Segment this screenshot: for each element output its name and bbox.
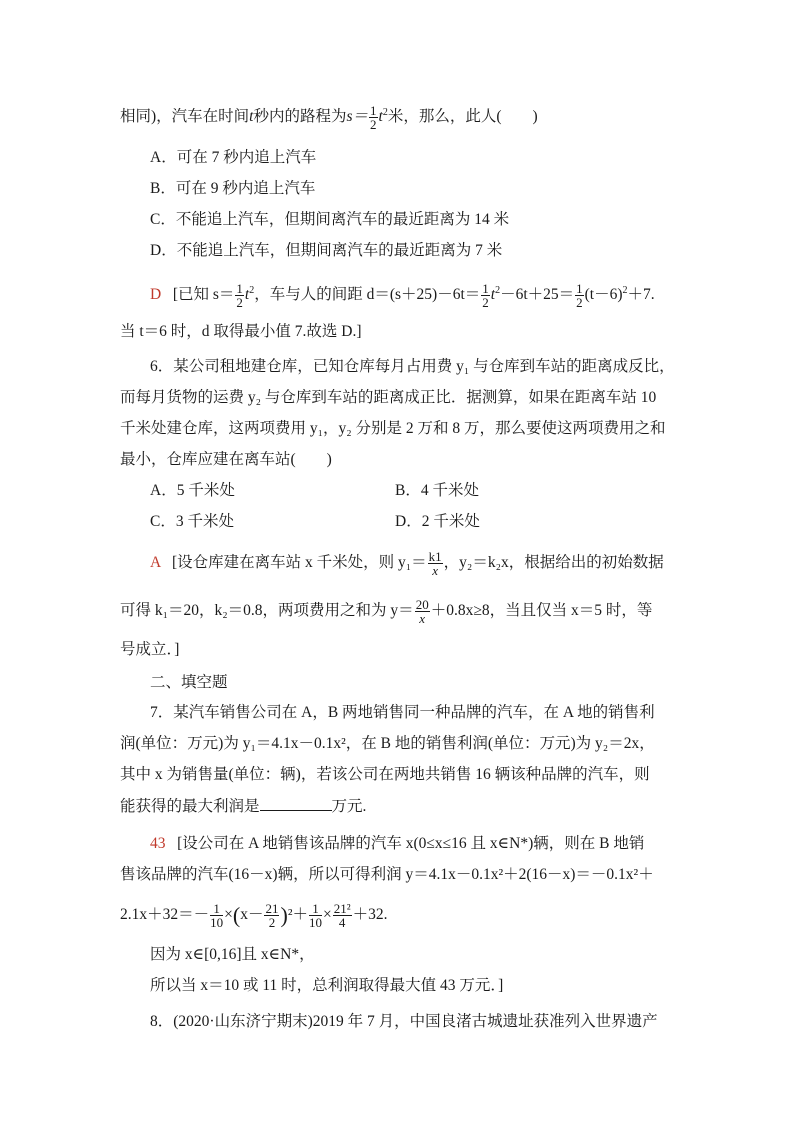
q7-solution-line2: 售该品牌的汽车(16－x)辆，所以可得利润 y＝4.1x－0.1x²＋2(16－x)＝－0.1x²＋ bbox=[120, 866, 654, 883]
answer-value: 43 bbox=[150, 835, 166, 852]
q5-option-b: B．可在 9 秒内追上汽车 bbox=[150, 180, 316, 197]
q6-solution-line2: 可得 k₁＝20，k₂＝0.8，两项费用之和为 y＝ $\frac{20}{x}$ ＋0.8x≥8，当且仅当 x＝5 时，等 bbox=[120, 597, 653, 626]
q5-option-d: D．不能追上汽车，但期间离汽车的最近距离为 7 米 bbox=[150, 242, 503, 259]
q6-option-a: A．5 千米处 bbox=[150, 482, 235, 499]
answer-letter: A bbox=[150, 554, 161, 572]
q7-solution-line4: 因为 x∈[0,16]且 x∈N*， bbox=[150, 946, 315, 963]
q7-stem-line: 7．某汽车销售公司在 A，B 两地销售同一种品牌的汽车，在 A 地的销售利 bbox=[150, 704, 655, 721]
q7-solution-line1: 43 [设公司在 A 地销售该品牌的汽车 x(0≤x≤16 且 x∈N*)辆，则在 B 地销 bbox=[150, 835, 645, 852]
q7-stem-line: 能获得的最大利润是 万元. bbox=[120, 798, 367, 815]
q6-stem-line: 最小，仓库应建在离车站( ) bbox=[120, 451, 332, 468]
q7-stem-line: 其中 x 为销售量(单位：辆)，若该公司在两地共销售 16 辆该种品牌的汽车，则 bbox=[120, 766, 650, 783]
q5-solution-line1: D [已知 s＝ $\frac{1}{2}$ $t^2$，车与人的间距 d＝(s＋25)－6t＝ $\frac{1}{2}$ $t^2-6t+25=$ $\frac{1}{2}$ $(t-6)^2+7$. bbox=[150, 281, 655, 311]
q6-stem-line: 千米处建仓库，这两项费用 y₁，y₂ 分别是 2 万和 8 万，那么要使这两项费用之和 bbox=[120, 420, 666, 437]
q6-stem-line: 而每月货物的运费 y₂ 与仓库到车站的距离成正比．据测算，如果在距离车站 10 bbox=[120, 389, 657, 406]
fraction: $\frac{1}{2}$ bbox=[370, 103, 377, 133]
q7-solution-line3: 2.1x＋32＝－ $\frac{1}{10}$ ×(x－ $\frac{21}{2}$ )²＋ $\frac{1}{10}$ × $\frac{\text{21²}}{4}$ ＋32. bbox=[120, 901, 388, 930]
q6-option-b: B．4 千米处 bbox=[395, 482, 479, 499]
q5-option-a: A．可在 7 秒内追上汽车 bbox=[150, 149, 317, 166]
q6-option-c: C．3 千米处 bbox=[150, 513, 234, 530]
section-heading: 二、填空题 bbox=[150, 674, 228, 691]
q5-solution-line2: 当 t＝6 时，d 取得最小值 7.故选 D.] bbox=[120, 323, 362, 340]
q5-stem-line: 相同)，汽车在时间t秒内的路程为s＝ $\frac{1}{2}$ $t^2$米，那么，此人( ) bbox=[120, 103, 538, 133]
q7-solution-line5: 所以当 x＝10 或 11 时，总利润取得最大值 43 万元．] bbox=[150, 977, 504, 994]
q7-stem-line: 润(单位：万元)为 y₁＝4.1x－0.1x²，在 B 地的销售利润(单位：万元)为 y₂＝2x， bbox=[120, 735, 655, 752]
q6-solution-line3: 号成立．] bbox=[120, 641, 180, 658]
answer-letter: D bbox=[150, 286, 162, 304]
q5-option-c: C．不能追上汽车，但期间离汽车的最近距离为 14 米 bbox=[150, 211, 510, 228]
q6-solution-line1: A [设仓库建在离车站 x 千米处，则 y₁＝ $\frac{k1}{x}$ ，y₂＝k₂x，根据给出的初始数据 bbox=[150, 549, 664, 578]
q6-option-d: D．2 千米处 bbox=[395, 513, 480, 530]
q6-stem-line: 6．某公司租地建仓库，已知仓库每月占用费 y₁ 与仓库到车站的距离成反比， bbox=[150, 358, 675, 375]
q8-stem-line: 8．(2020·山东济宁期末)2019 年 7 月，中国良渚古城遗址获准列入世界遗产 bbox=[150, 1013, 658, 1030]
answer-blank bbox=[260, 796, 332, 811]
